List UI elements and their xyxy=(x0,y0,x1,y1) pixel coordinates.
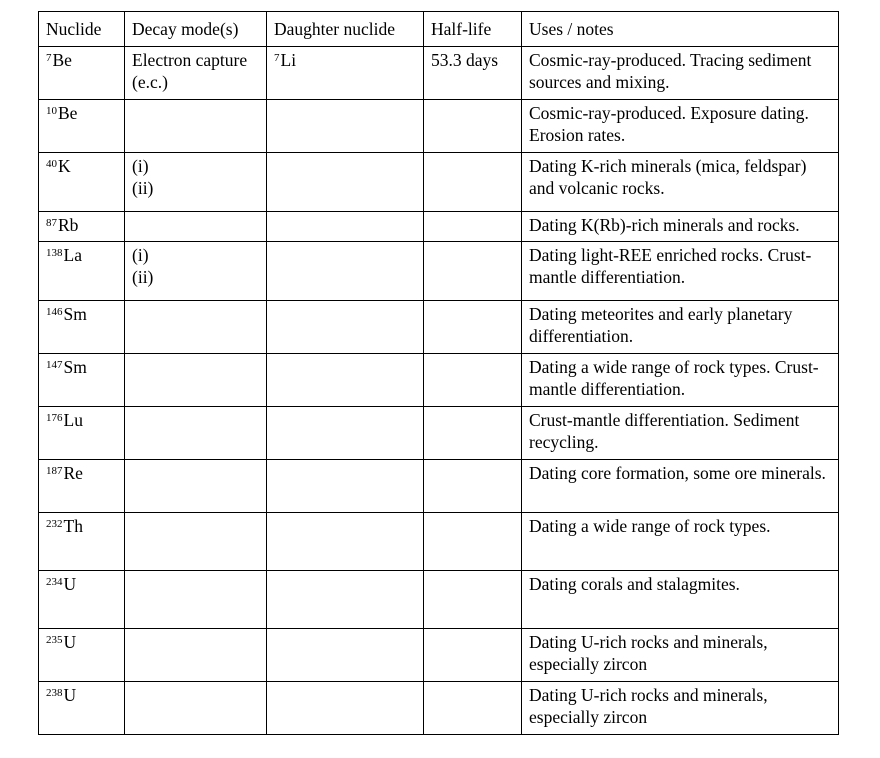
uses-notes-cell: Crust-mantle differentiation. Sediment recycling. xyxy=(522,407,839,460)
decay-mode-cell xyxy=(125,301,267,354)
daughter-nuclide-cell xyxy=(267,100,424,153)
mass-number: 232 xyxy=(46,518,63,530)
mass-number: 10 xyxy=(46,105,57,117)
uses-notes-cell: Dating core formation, some ore minerals. xyxy=(522,460,839,513)
table-row xyxy=(39,242,839,301)
uses-notes-cell: Dating U-rich rocks and minerals, especially zircon xyxy=(522,682,839,735)
table-row xyxy=(39,629,839,682)
table-row xyxy=(39,153,839,212)
element-symbol: Rb xyxy=(58,215,79,235)
daughter-nuclide-cell xyxy=(267,460,424,513)
table-row xyxy=(39,407,839,460)
mass-number: 176 xyxy=(46,412,63,424)
mass-number: 87 xyxy=(46,217,57,229)
decay-mode-cell xyxy=(125,242,267,301)
table-row xyxy=(39,47,839,100)
element-symbol: U xyxy=(63,632,77,652)
decay-mode-cell xyxy=(125,212,267,242)
element-symbol: Be xyxy=(52,50,72,70)
mass-number: 7 xyxy=(46,52,52,64)
nuclide-cell xyxy=(39,513,125,571)
element-symbol: Sm xyxy=(63,357,87,377)
nuclide-cell xyxy=(39,460,125,513)
decay-mode-line: (i) xyxy=(132,245,149,265)
uses-notes-cell: Dating a wide range of rock types. xyxy=(522,513,839,571)
decay-mode-cell xyxy=(125,460,267,513)
daughter-nuclide-cell xyxy=(267,153,424,212)
mass-number: 146 xyxy=(46,306,63,318)
nuclide-cell xyxy=(39,47,125,100)
half-life-cell xyxy=(424,571,522,629)
decay-mode-cell xyxy=(125,407,267,460)
nuclide-cell xyxy=(39,212,125,242)
daughter-nuclide-cell xyxy=(267,571,424,629)
element-symbol: U xyxy=(63,574,77,594)
mass-number: 238 xyxy=(46,687,63,699)
mass-number: 147 xyxy=(46,359,63,371)
half-life-cell xyxy=(424,242,522,301)
nuclide-cell xyxy=(39,301,125,354)
element-symbol: Lu xyxy=(63,410,83,430)
element-symbol: U xyxy=(63,685,77,705)
table-row xyxy=(39,513,839,571)
daughter-nuclide-cell xyxy=(267,629,424,682)
decay-mode-cell xyxy=(125,682,267,735)
daughter-nuclide-cell xyxy=(267,301,424,354)
mass-number: 40 xyxy=(46,158,57,170)
uses-notes-cell: Dating U-rich rocks and minerals, especially zircon xyxy=(522,629,839,682)
uses-notes-cell: Dating a wide range of rock types. Crust-mantle differentiation. xyxy=(522,354,839,407)
decay-mode-cell xyxy=(125,47,267,100)
nuclide-cell xyxy=(39,571,125,629)
header-half-life: Half-life xyxy=(424,12,522,47)
decay-mode-cell xyxy=(125,571,267,629)
uses-notes-cell: Dating light-REE enriched rocks. Crust-mantle differentiation. xyxy=(522,242,839,301)
uses-notes-cell: Cosmic-ray-produced. Tracing sediment sources and mixing. xyxy=(522,47,839,100)
daughter-element-symbol: Li xyxy=(280,50,297,70)
daughter-nuclide-cell xyxy=(267,212,424,242)
half-life-cell xyxy=(424,460,522,513)
decay-mode-line: Electron capture (e.c.) xyxy=(132,50,248,92)
mass-number: 187 xyxy=(46,465,63,477)
nuclide-cell xyxy=(39,242,125,301)
half-life-cell xyxy=(424,682,522,735)
uses-notes-cell: Dating K(Rb)-rich minerals and rocks. xyxy=(522,212,839,242)
daughter-mass-number: 7 xyxy=(274,52,280,64)
table-body xyxy=(39,47,839,735)
nuclide-table xyxy=(38,11,839,735)
header-uses-notes: Uses / notes xyxy=(522,12,839,47)
header-nuclide: Nuclide xyxy=(39,12,125,47)
daughter-nuclide-cell xyxy=(267,354,424,407)
half-life-cell xyxy=(424,301,522,354)
nuclide-cell xyxy=(39,629,125,682)
decay-mode-cell xyxy=(125,100,267,153)
uses-notes-cell: Cosmic-ray-produced. Exposure dating. Erosion rates. xyxy=(522,100,839,153)
half-life-cell xyxy=(424,407,522,460)
element-symbol: La xyxy=(63,245,82,265)
half-life-cell xyxy=(424,212,522,242)
element-symbol: Sm xyxy=(63,304,87,324)
header-decay-mode: Decay mode(s) xyxy=(125,12,267,47)
element-symbol: Th xyxy=(63,516,83,536)
table-row xyxy=(39,682,839,735)
decay-mode-cell xyxy=(125,513,267,571)
header-daughter-nuclide: Daughter nuclide xyxy=(267,12,424,47)
half-life-cell xyxy=(424,513,522,571)
nuclide-cell xyxy=(39,407,125,460)
table-row xyxy=(39,212,839,242)
uses-notes-cell: Dating corals and stalagmites. xyxy=(522,571,839,629)
decay-mode-cell xyxy=(125,153,267,212)
decay-mode-line: (i) xyxy=(132,156,149,176)
table-row xyxy=(39,301,839,354)
daughter-nuclide-cell xyxy=(267,242,424,301)
nuclide-cell xyxy=(39,354,125,407)
nuclide-cell xyxy=(39,153,125,212)
half-life-cell xyxy=(424,100,522,153)
table-header-row xyxy=(39,12,839,47)
decay-mode-cell xyxy=(125,354,267,407)
half-life-cell xyxy=(424,629,522,682)
decay-mode-cell xyxy=(125,629,267,682)
mass-number: 235 xyxy=(46,634,63,646)
daughter-nuclide-cell xyxy=(267,513,424,571)
uses-notes-cell: Dating meteorites and early planetary differentiation. xyxy=(522,301,839,354)
nuclide-cell xyxy=(39,682,125,735)
mass-number: 138 xyxy=(46,247,63,259)
element-symbol: K xyxy=(58,156,71,176)
table-row xyxy=(39,571,839,629)
nuclide-cell xyxy=(39,100,125,153)
half-life-cell: 53.3 days xyxy=(424,47,522,100)
half-life-cell xyxy=(424,354,522,407)
element-symbol: Be xyxy=(58,103,78,123)
decay-mode-line: (ii) xyxy=(132,267,154,287)
decay-mode-line: (ii) xyxy=(132,178,154,198)
table-row xyxy=(39,460,839,513)
half-life-cell xyxy=(424,153,522,212)
table-row xyxy=(39,100,839,153)
element-symbol: Re xyxy=(63,463,83,483)
table-row xyxy=(39,354,839,407)
daughter-nuclide-cell xyxy=(267,407,424,460)
daughter-nuclide-cell xyxy=(267,47,424,100)
daughter-nuclide-cell xyxy=(267,682,424,735)
uses-notes-cell: Dating K-rich minerals (mica, feldspar) and volcanic rocks. xyxy=(522,153,839,212)
mass-number: 234 xyxy=(46,576,63,588)
